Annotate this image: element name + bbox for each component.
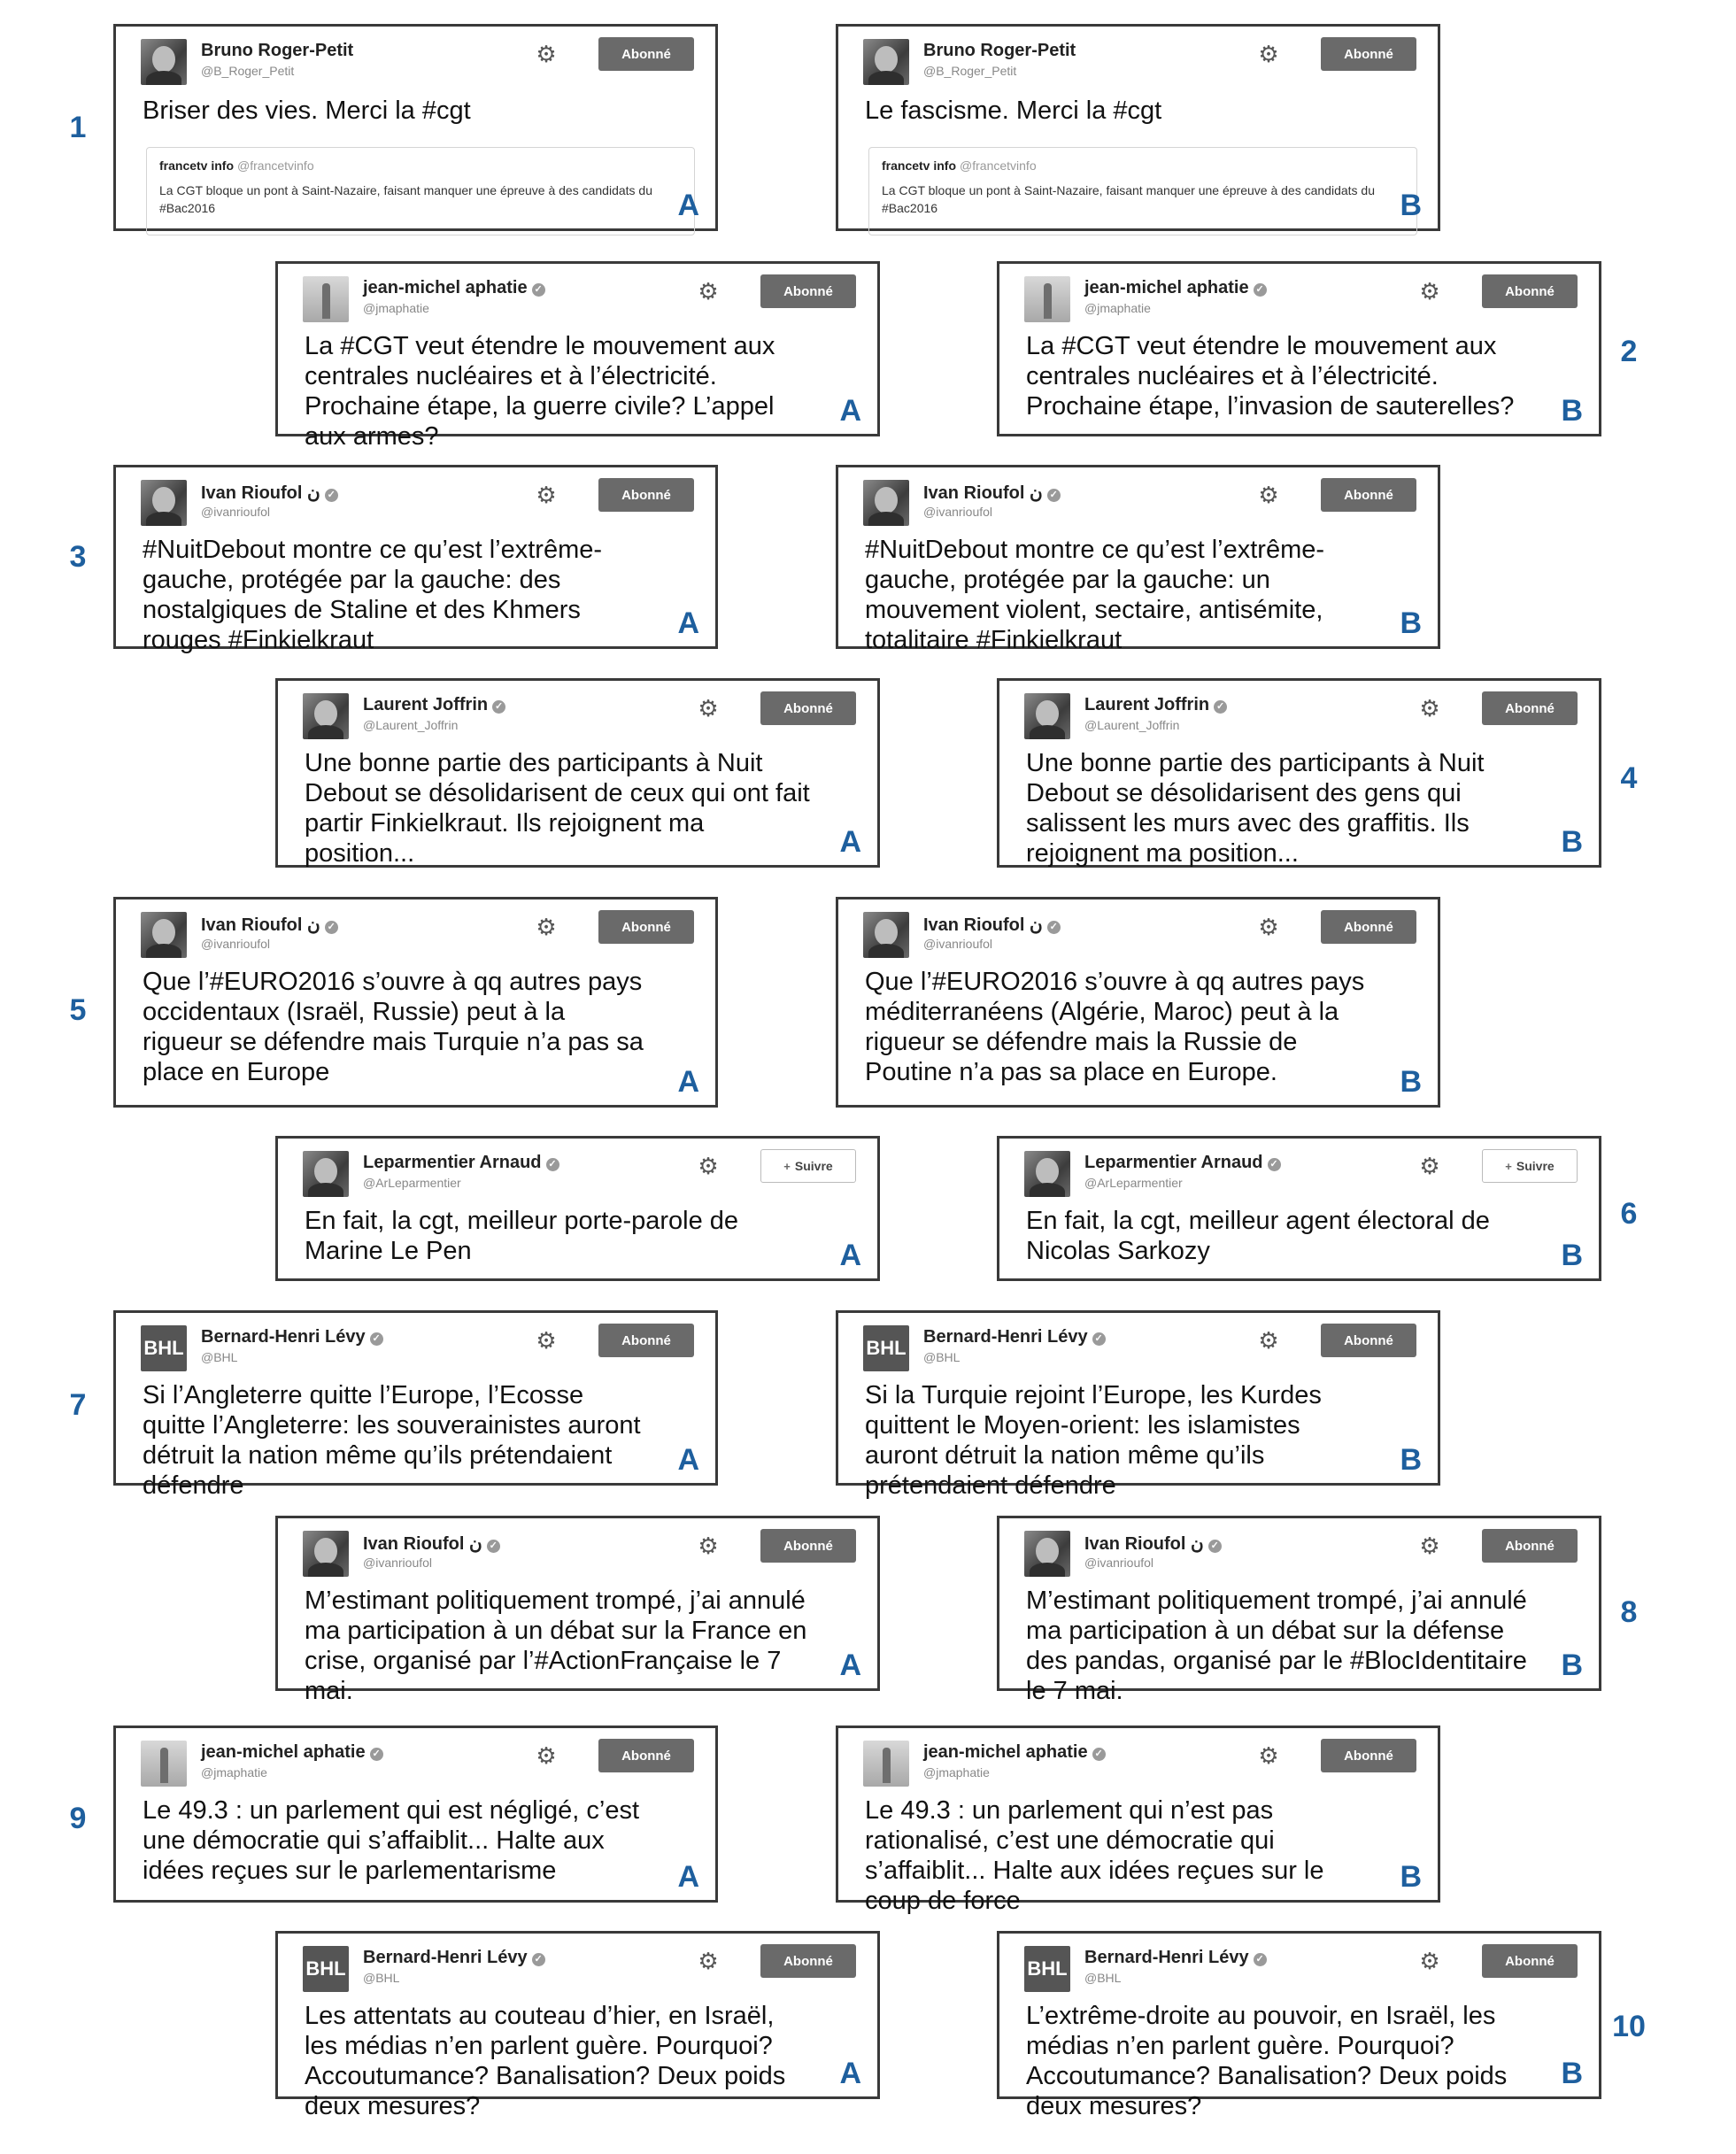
tweet-card-6-b	[997, 1136, 1601, 1281]
author-name[interactable]	[923, 1327, 1106, 1347]
quoted-tweet[interactable]	[146, 147, 695, 235]
author-handle[interactable]: @ivanrioufol	[201, 937, 271, 951]
following-label: Abonné	[621, 46, 671, 62]
tweet-text: M’estimant politiquement trompé, j’ai annulé ma participation à un débat sur la défense des pandas, organisé par le #BlocIdentitaire le 7 mai.	[1026, 1587, 1527, 1705]
following-label: Abonné	[1505, 1538, 1555, 1554]
version-letter: B	[1561, 1648, 1583, 1682]
gear-icon[interactable]: ⚙	[698, 278, 719, 305]
follow-label: Suivre	[794, 1159, 833, 1173]
tweet-text: Le 49.3 : un parlement qui est négligé, c’est une démocratie qui s’affaiblit... Halte aux idées reçues sur le parlementarisme	[143, 1796, 640, 1885]
following-button[interactable]	[760, 691, 856, 725]
tweet-card-7-a	[113, 1310, 718, 1500]
avatar[interactable]	[303, 276, 349, 322]
avatar[interactable]	[141, 912, 187, 958]
following-button[interactable]	[760, 1529, 856, 1563]
author-name-text: Bernard-Henri Lévy	[923, 1327, 1088, 1347]
pair-number: 2	[1620, 335, 1638, 368]
quoted-text: La CGT bloque un pont à Saint-Nazaire, faisant manquer une épreuve à des candidats du #Bac2016	[159, 183, 652, 215]
author-name-text: Ivan Rioufol ن	[923, 483, 1043, 503]
verified-icon: ✓	[325, 921, 338, 934]
verified-icon: ✓	[1254, 1953, 1267, 1966]
author-name[interactable]	[363, 695, 505, 715]
version-letter: B	[1561, 825, 1583, 859]
author-handle[interactable]: @ArLeparmentier	[1084, 1176, 1183, 1190]
quoted-source	[882, 158, 1404, 173]
version-letter: B	[1400, 1443, 1422, 1477]
tweet-card-6-a	[275, 1136, 880, 1281]
author-handle[interactable]: @Laurent_Joffrin	[1084, 718, 1180, 732]
verified-icon: ✓	[532, 283, 545, 297]
author-name[interactable]	[1084, 695, 1227, 715]
tweet-text: Les attentats au couteau d’hier, en Israël, les médias n’en parlent guère. Pourquoi? Accoutumance? Banalisation? Deux poids deux mesures?	[305, 2002, 786, 2120]
pair-number: 9	[69, 1802, 87, 1835]
avatar[interactable]	[863, 1325, 909, 1371]
tweet-card-10-a	[275, 1931, 880, 2120]
pair-number: 3	[69, 540, 87, 574]
gear-icon[interactable]: ⚙	[698, 695, 719, 722]
author-name[interactable]	[363, 1948, 545, 1968]
author-handle[interactable]: @B_Roger_Petit	[201, 64, 295, 78]
pair-number: 4	[1620, 761, 1638, 795]
version-letter: A	[677, 1443, 699, 1477]
version-letter: B	[1561, 394, 1583, 428]
following-button[interactable]	[1482, 1529, 1578, 1563]
author-name-text: Leparmentier Arnaud	[1084, 1153, 1263, 1172]
verified-icon: ✓	[1047, 921, 1061, 934]
author-name-text: jean-michel aphatie	[201, 1742, 366, 1762]
avatar[interactable]	[1024, 1151, 1070, 1197]
version-letter: A	[677, 189, 699, 222]
verified-icon: ✓	[487, 1540, 500, 1553]
author-name-text: Bruno Roger-Petit	[923, 41, 1076, 60]
pair-number: 10	[1612, 2010, 1646, 2043]
verified-icon: ✓	[532, 1953, 545, 1966]
following-button[interactable]	[760, 1944, 856, 1978]
gear-icon[interactable]: ⚙	[1419, 278, 1440, 305]
following-button[interactable]	[1321, 1324, 1416, 1357]
gear-icon[interactable]: ⚙	[1419, 1948, 1440, 1974]
gear-icon[interactable]: ⚙	[698, 1153, 719, 1179]
avatar[interactable]	[1024, 1946, 1070, 1992]
author-handle[interactable]: @ivanrioufol	[1084, 1556, 1154, 1570]
following-button[interactable]	[1482, 274, 1578, 308]
avatar[interactable]	[863, 912, 909, 958]
tweet-card-1-a	[113, 24, 718, 231]
author-handle[interactable]: @BHL	[201, 1350, 238, 1364]
pair-number: 5	[69, 993, 87, 1027]
following-label: Abonné	[1505, 1953, 1555, 1969]
following-label: Abonné	[783, 700, 833, 716]
author-name-text: Bernard-Henri Lévy	[1084, 1948, 1249, 1967]
tweet-card-5-b	[836, 897, 1440, 1108]
verified-icon: ✓	[325, 489, 338, 502]
following-label: Abonné	[1344, 919, 1393, 935]
tweet-text: Le 49.3 : un parlement qui n’est pas rationalisé, c’est une démocratie qui s’affaiblit... Halte aux idées reçues sur le coup de force	[865, 1796, 1324, 1915]
tweet-text: Que l’#EURO2016 s’ouvre à qq autres pays occidentaux (Israël, Russie) peut à la rigueur se défendre mais Turquie n’a pas sa place en Europe	[143, 968, 644, 1086]
avatar[interactable]	[141, 1325, 187, 1371]
author-name[interactable]	[1084, 1533, 1222, 1555]
author-name[interactable]	[1084, 278, 1267, 298]
add-user-icon: +	[1505, 1159, 1512, 1173]
author-name-text: Laurent Joffrin	[363, 695, 489, 714]
avatar-logo-text: BHL	[143, 1337, 184, 1359]
following-label: Abonné	[621, 1748, 671, 1764]
author-name[interactable]	[201, 1327, 383, 1347]
tweet-card-4-b	[997, 678, 1601, 868]
following-label: Abonné	[621, 919, 671, 935]
avatar-logo-text: BHL	[1027, 1957, 1068, 1980]
avatar[interactable]	[863, 1741, 909, 1787]
verified-icon: ✓	[1254, 283, 1267, 297]
author-handle[interactable]: @ivanrioufol	[363, 1556, 433, 1570]
author-handle[interactable]: @jmaphatie	[1084, 301, 1151, 315]
following-button[interactable]	[1482, 1944, 1578, 1978]
tweet-card-5-a	[113, 897, 718, 1108]
tweet-card-8-a	[275, 1516, 880, 1705]
author-name[interactable]	[923, 41, 1076, 61]
following-button[interactable]	[1321, 910, 1416, 944]
author-name-text: Ivan Rioufol ن	[201, 483, 320, 503]
author-name-text: Bernard-Henri Lévy	[201, 1327, 366, 1347]
tweet-card-3-b	[836, 465, 1440, 654]
tweet-card-2-a	[275, 261, 880, 451]
tweet-text: #NuitDebout montre ce qu’est l’extrême-gauche, protégée par la gauche: un mouvement violent, sectaire, antisémite, totalitaire #Finkielkraut	[865, 536, 1325, 654]
tweet-text: Le fascisme. Merci la #cgt	[865, 97, 1162, 125]
following-button[interactable]	[598, 1324, 694, 1357]
author-name[interactable]	[1084, 1153, 1281, 1173]
author-name[interactable]	[201, 482, 338, 504]
avatar[interactable]	[303, 1946, 349, 1992]
quoted-source-handle: @francetvinfo	[960, 158, 1037, 173]
avatar[interactable]	[863, 480, 909, 526]
version-letter: B	[1400, 189, 1422, 222]
avatar[interactable]	[141, 39, 187, 85]
verified-icon: ✓	[1214, 700, 1227, 714]
following-label: Abonné	[1505, 700, 1555, 716]
author-name-text: Bernard-Henri Lévy	[363, 1948, 528, 1967]
verified-icon: ✓	[1092, 1332, 1106, 1346]
tweet-card-8-b	[997, 1516, 1601, 1705]
author-name-text: jean-michel aphatie	[923, 1742, 1088, 1762]
author-handle[interactable]: @B_Roger_Petit	[923, 64, 1017, 78]
tweet-text: La #CGT veut étendre le mouvement aux centrales nucléaires et à l’électricité. Prochaine étape, l’invasion de sauterelles?	[1026, 332, 1515, 421]
following-button[interactable]	[1321, 1739, 1416, 1772]
tweet-text: Une bonne partie des participants à Nuit Debout se désolidarisent de ceux qui ont fait partir Finkielkraut. Ils rejoignent ma position...	[305, 749, 810, 868]
avatar[interactable]	[1024, 1531, 1070, 1577]
quoted-source-name: francetv info	[882, 158, 957, 173]
avatar[interactable]	[303, 1531, 349, 1577]
author-name-text: jean-michel aphatie	[363, 278, 528, 297]
author-name[interactable]	[201, 914, 338, 936]
tweet-text: #NuitDebout montre ce qu’est l’extrême-gauche, protégée par la gauche: des nostalgiques de Staline et des Khmers rouges #Finkielkraut	[143, 536, 603, 654]
author-name-text: Bruno Roger-Petit	[201, 41, 354, 60]
following-button[interactable]	[1321, 37, 1416, 71]
following-button[interactable]	[598, 1739, 694, 1772]
tweet-card-1-b	[836, 24, 1440, 231]
following-button[interactable]	[760, 274, 856, 308]
tweet-text: Si l’Angleterre quitte l’Europe, l’Ecosse quitte l’Angleterre: les souverainistes auront détruit la nation même qu’ils prétendaient défendre	[143, 1381, 641, 1500]
author-handle[interactable]: @ivanrioufol	[201, 505, 271, 519]
following-label: Abonné	[783, 1538, 833, 1554]
version-letter: B	[1400, 1065, 1422, 1099]
gear-icon[interactable]: ⚙	[1419, 1153, 1440, 1179]
verified-icon: ✓	[1047, 489, 1061, 502]
author-name-text: Ivan Rioufol ن	[923, 915, 1043, 935]
version-letter: A	[677, 1860, 699, 1894]
gear-icon[interactable]: ⚙	[536, 41, 557, 67]
gear-icon[interactable]: ⚙	[536, 1327, 557, 1354]
following-button[interactable]	[598, 37, 694, 71]
version-letter: A	[839, 1239, 861, 1272]
following-label: Abonné	[783, 283, 833, 299]
verified-icon: ✓	[370, 1748, 383, 1761]
tweet-card-10-b	[997, 1931, 1601, 2120]
version-letter: A	[677, 606, 699, 640]
tweet-text: En fait, la cgt, meilleur agent électoral de Nicolas Sarkozy	[1026, 1207, 1490, 1265]
gear-icon[interactable]: ⚙	[1258, 1327, 1279, 1354]
following-button[interactable]	[1482, 691, 1578, 725]
avatar[interactable]	[1024, 276, 1070, 322]
pair-number: 1	[69, 111, 87, 144]
author-name[interactable]	[1084, 1948, 1267, 1968]
author-handle[interactable]: @ivanrioufol	[923, 937, 993, 951]
pair-number: 8	[1620, 1595, 1638, 1629]
author-name-text: Laurent Joffrin	[1084, 695, 1210, 714]
follow-label: Suivre	[1516, 1159, 1555, 1173]
verified-icon: ✓	[1092, 1748, 1106, 1761]
tweet-card-3-a	[113, 465, 718, 654]
version-letter: A	[839, 394, 861, 428]
verified-icon: ✓	[370, 1332, 383, 1346]
following-button[interactable]	[598, 478, 694, 512]
following-label: Abonné	[783, 1953, 833, 1969]
avatar-logo-text: BHL	[305, 1957, 346, 1980]
version-letter: A	[839, 825, 861, 859]
pair-number: 6	[1620, 1197, 1638, 1231]
author-handle[interactable]: @BHL	[363, 1971, 400, 1985]
gear-icon[interactable]: ⚙	[698, 1948, 719, 1974]
tweet-card-9-a	[113, 1726, 718, 1903]
quoted-source-name: francetv info	[159, 158, 235, 173]
tweet-card-4-a	[275, 678, 880, 868]
quoted-text: La CGT bloque un pont à Saint-Nazaire, faisant manquer une épreuve à des candidats du #Bac2016	[882, 183, 1375, 215]
tweet-card-7-b	[836, 1310, 1440, 1500]
avatar[interactable]	[863, 39, 909, 85]
version-letter: B	[1400, 1860, 1422, 1894]
following-label: Abonné	[621, 487, 671, 503]
avatar[interactable]	[303, 1151, 349, 1197]
author-name-text: Ivan Rioufol ن	[201, 915, 320, 935]
avatar-logo-text: BHL	[866, 1337, 907, 1359]
author-name[interactable]	[363, 278, 545, 298]
add-user-icon: +	[783, 1159, 791, 1173]
version-letter: A	[839, 1648, 861, 1682]
following-label: Abonné	[1344, 1332, 1393, 1348]
tweet-text: La #CGT veut étendre le mouvement aux centrales nucléaires et à l’électricité. Prochaine étape, la guerre civile? L’appel aux armes?	[305, 332, 775, 451]
tweet-text: Une bonne partie des participants à Nuit Debout se désolidarisent des gens qui salissent les murs avec des graffitis. Ils rejoignent ma position...	[1026, 749, 1485, 868]
author-handle[interactable]: @jmaphatie	[363, 301, 429, 315]
following-label: Abonné	[1344, 487, 1393, 503]
quoted-tweet[interactable]	[868, 147, 1417, 235]
author-handle[interactable]: @BHL	[1084, 1971, 1122, 1985]
gear-icon[interactable]: ⚙	[536, 1742, 557, 1769]
pair-number: 7	[69, 1388, 87, 1422]
author-name[interactable]	[363, 1153, 559, 1173]
avatar[interactable]	[141, 1741, 187, 1787]
tweet-card-2-b	[997, 261, 1601, 436]
author-name[interactable]	[923, 1742, 1106, 1763]
avatar[interactable]	[303, 693, 349, 739]
gear-icon[interactable]: ⚙	[1258, 1742, 1279, 1769]
gear-icon[interactable]: ⚙	[536, 914, 557, 940]
following-button[interactable]	[1321, 478, 1416, 512]
tweet-text: Briser des vies. Merci la #cgt	[143, 97, 471, 125]
gear-icon[interactable]: ⚙	[1258, 914, 1279, 940]
author-handle[interactable]: @BHL	[923, 1350, 961, 1364]
verified-icon: ✓	[1268, 1158, 1281, 1171]
author-name[interactable]	[201, 1742, 383, 1763]
author-name-text: Ivan Rioufol ن	[1084, 1534, 1204, 1554]
author-handle[interactable]: @ArLeparmentier	[363, 1176, 461, 1190]
version-letter: A	[677, 1065, 699, 1099]
tweet-text: En fait, la cgt, meilleur porte-parole de Marine Le Pen	[305, 1207, 739, 1265]
version-letter: B	[1400, 606, 1422, 640]
following-button[interactable]	[598, 910, 694, 944]
gear-icon[interactable]: ⚙	[1419, 1533, 1440, 1559]
following-label: Abonné	[621, 1332, 671, 1348]
avatar[interactable]	[141, 480, 187, 526]
following-label: Abonné	[1344, 1748, 1393, 1764]
following-label: Abonné	[1505, 283, 1555, 299]
author-name[interactable]	[363, 1533, 500, 1555]
version-letter: B	[1561, 2057, 1583, 2090]
version-letter: B	[1561, 1239, 1583, 1272]
author-name-text: Ivan Rioufol ن	[363, 1534, 482, 1554]
author-handle[interactable]: @jmaphatie	[201, 1765, 267, 1780]
author-name[interactable]	[923, 914, 1061, 936]
author-name-text: Leparmentier Arnaud	[363, 1153, 542, 1172]
following-label: Abonné	[1344, 46, 1393, 62]
verified-icon: ✓	[546, 1158, 559, 1171]
gear-icon[interactable]: ⚙	[698, 1533, 719, 1559]
gear-icon[interactable]: ⚙	[536, 482, 557, 508]
author-handle[interactable]: @jmaphatie	[923, 1765, 990, 1780]
tweet-text: Que l’#EURO2016 s’ouvre à qq autres pays méditerranéens (Algérie, Maroc) peut à la rigueur se défendre mais la Russie de Poutine n’a pas sa place en Europe.	[865, 968, 1365, 1086]
tweet-text: L’extrême-droite au pouvoir, en Israël, les médias n’en parlent guère. Pourquoi? Accoutumance? Banalisation? Deux poids deux mesures?	[1026, 2002, 1508, 2120]
quoted-source	[159, 158, 682, 173]
follow-button[interactable]	[760, 1149, 856, 1183]
gear-icon[interactable]: ⚙	[1258, 41, 1279, 67]
follow-button[interactable]	[1482, 1149, 1578, 1183]
gear-icon[interactable]: ⚙	[1419, 695, 1440, 722]
avatar[interactable]	[1024, 693, 1070, 739]
verified-icon: ✓	[492, 700, 505, 714]
tweet-card-9-b	[836, 1726, 1440, 1915]
version-letter: A	[839, 2057, 861, 2090]
author-name[interactable]	[923, 482, 1061, 504]
tweet-text: Si la Turquie rejoint l’Europe, les Kurdes quittent le Moyen-orient: les islamistes auront détruit la nation même qu’ils prétendaient défendre	[865, 1381, 1322, 1500]
author-name-text: jean-michel aphatie	[1084, 278, 1249, 297]
tweet-text: M’estimant politiquement trompé, j’ai annulé ma participation à un débat sur la France en crise, organisé par l’#ActionFrançaise le 7 mai.	[305, 1587, 807, 1705]
author-handle[interactable]: @ivanrioufol	[923, 505, 993, 519]
author-handle[interactable]: @Laurent_Joffrin	[363, 718, 459, 732]
author-name[interactable]	[201, 41, 353, 61]
verified-icon: ✓	[1208, 1540, 1222, 1553]
gear-icon[interactable]: ⚙	[1258, 482, 1279, 508]
quoted-source-handle: @francetvinfo	[237, 158, 314, 173]
